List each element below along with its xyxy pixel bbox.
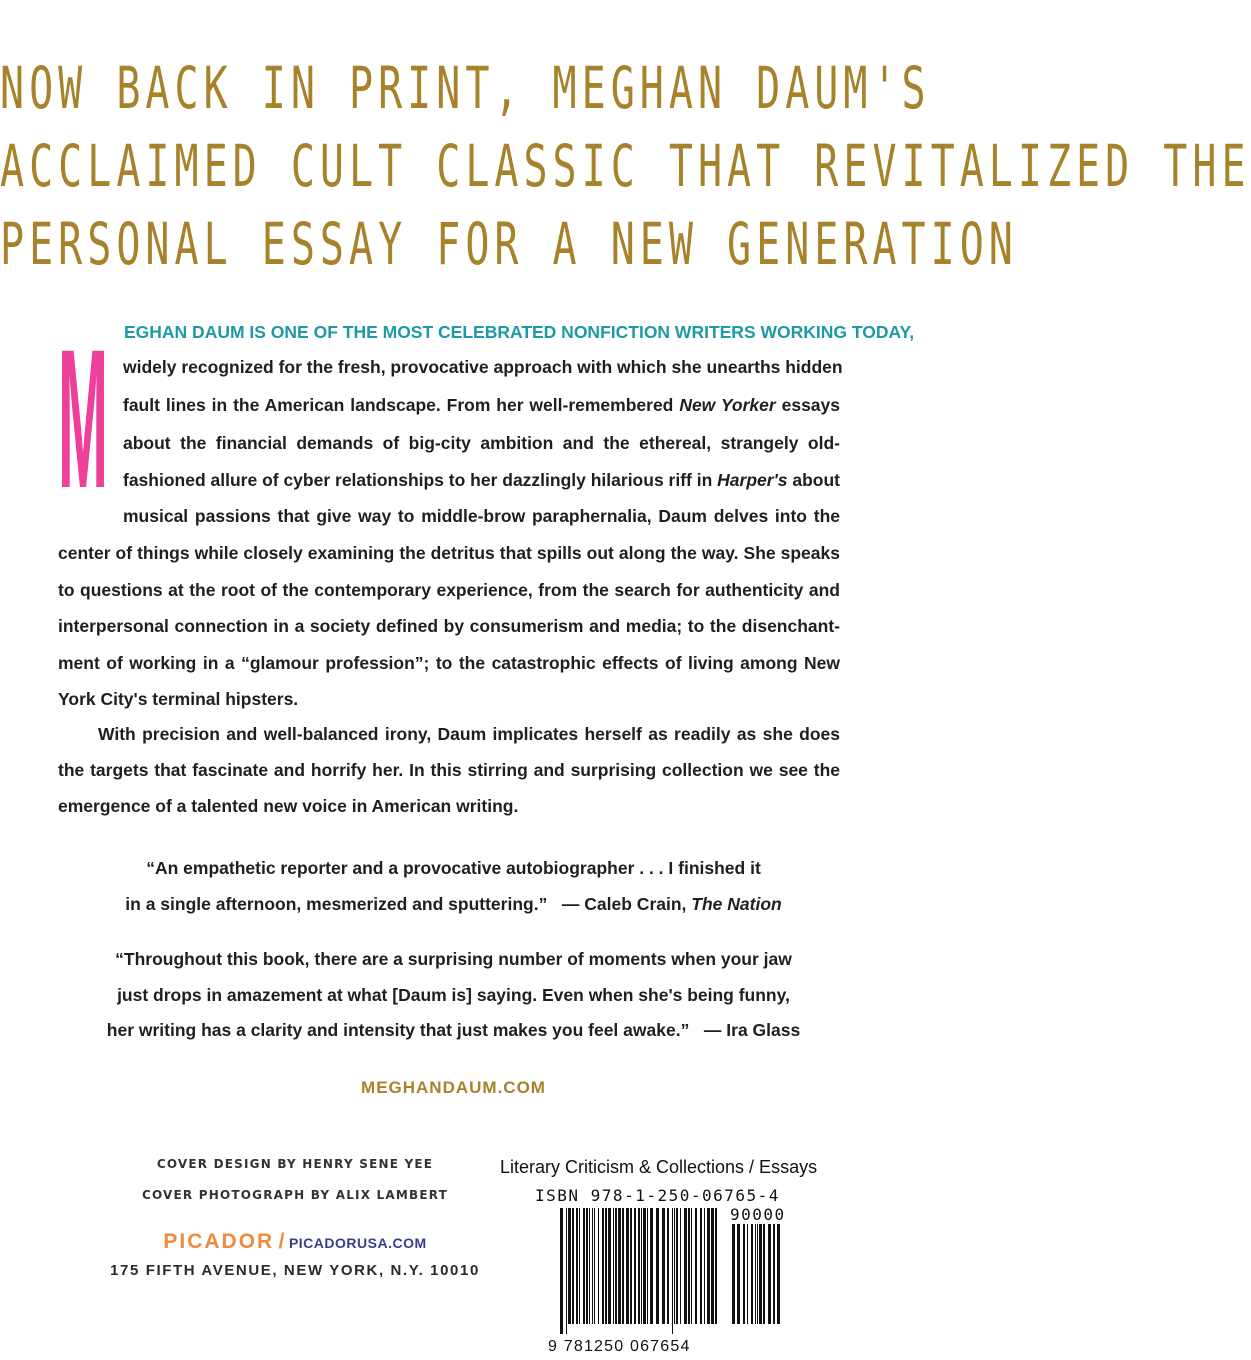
- barcode-bar: [608, 1208, 611, 1324]
- barcode-bar: [711, 1208, 714, 1324]
- barcode-bar: [704, 1208, 705, 1324]
- barcode-bar: [763, 1224, 765, 1324]
- barcode-bar: [566, 1208, 567, 1334]
- body-line: interpersonal connection in a society defined by consumerism and media; to the disenchant-: [58, 616, 840, 636]
- body-line: fashioned allure of cyber relationships to her dazzlingly hilarious riff in Harper's about: [123, 470, 840, 490]
- barcode-bar: [695, 1208, 697, 1324]
- quote-line: in a single afternoon, mesmerized and sputtering.” — Caleb Crain, The Nation: [125, 894, 782, 914]
- barcode-bar: [672, 1208, 673, 1334]
- barcode-bar: [667, 1208, 669, 1324]
- quote-line: “An empathetic reporter and a provocative autobiographer . . . I finished it: [146, 858, 761, 878]
- isbn-text: ISBN 978-1-250-06765-4: [535, 1186, 780, 1205]
- body-line: the targets that fascinate and horrify her. In this stirring and surprising collection we see the: [58, 760, 840, 780]
- publication-title: New Yorker: [679, 395, 776, 415]
- body-line: York City's terminal hipsters.: [58, 689, 299, 709]
- barcode-bar: [777, 1224, 780, 1324]
- publisher-separator: /: [278, 1230, 285, 1253]
- barcode-bar: [768, 1224, 771, 1324]
- barcode-bar: [615, 1208, 617, 1324]
- barcode-bar: [568, 1208, 571, 1324]
- barcode-bar: [572, 1208, 574, 1324]
- quote-line: “Throughout this book, there are a surprising number of moments when your jaw: [115, 949, 792, 969]
- barcode-bar: [579, 1208, 580, 1324]
- headline-line-2: ACCLAIMED CULT CLASSIC THAT REVITALIZED THE: [0, 133, 1251, 201]
- barcode-bar: [643, 1208, 646, 1324]
- body-line: emergence of a talented new voice in American writing.: [58, 796, 519, 816]
- barcode-bar: [662, 1208, 665, 1324]
- publisher-logo: PICADOR: [163, 1230, 275, 1253]
- body-line: musical passions that give way to middle-brow paraphernalia, Daum delves into the: [123, 506, 840, 526]
- barcode-bar: [707, 1208, 710, 1324]
- barcode-bar: [586, 1208, 588, 1324]
- barcode-addon-image: [732, 1224, 780, 1334]
- quote-line: just drops in amazement at what [Daum is] saying. Even when she's being funny,: [117, 985, 790, 1005]
- barcode-bar: [688, 1208, 690, 1324]
- barcode-bar: [674, 1208, 675, 1324]
- price-code: 90000: [730, 1205, 786, 1224]
- publication-title: Harper's: [717, 470, 788, 490]
- barcode-bar: [576, 1208, 578, 1324]
- drop-cap: M: [58, 308, 108, 530]
- barcode-bar: [691, 1208, 692, 1324]
- body-line: to questions at the root of the contemporary experience, from the search for authenticity and: [58, 580, 840, 600]
- quote-attribution: — Ira Glass: [703, 1020, 801, 1040]
- publisher-line: [130, 1230, 460, 1254]
- publisher-website[interactable]: PICADORUSA.COM: [288, 1235, 427, 1251]
- barcode-bar: [630, 1208, 632, 1324]
- barcode-bar: [656, 1208, 659, 1324]
- barcode-bar: [650, 1208, 653, 1324]
- barcode-bar: [715, 1208, 717, 1324]
- barcode-bar: [594, 1208, 595, 1324]
- barcode-bar: [647, 1208, 648, 1324]
- barcode-bar: [626, 1208, 629, 1324]
- lead-in: EGHAN DAUM IS ONE OF THE MOST CELEBRATED NONFICTION WRITERS WORKING TODAY,: [124, 322, 915, 342]
- publisher-address: 175 FIFTH AVENUE, NEW YORK, N.Y. 10010: [110, 1262, 480, 1279]
- barcode-bar: [634, 1208, 636, 1324]
- cover-design-credit: COVER DESIGN BY HENRY SENE YEE: [156, 1157, 434, 1171]
- barcode-main-image: [560, 1208, 718, 1334]
- barcode-bar: [751, 1224, 753, 1324]
- body-line: center of things while closely examining the detritus that spills out along the way. She speaks: [58, 543, 840, 563]
- barcode-bar: [743, 1224, 745, 1324]
- barcode-bar: [592, 1208, 593, 1324]
- barcode-bar: [605, 1208, 607, 1324]
- quote-line: her writing has a clarity and intensity that just makes you feel awake.” — Ira Glass: [106, 1020, 801, 1040]
- barcode-bar: [560, 1208, 563, 1334]
- barcode-bar: [676, 1208, 678, 1324]
- barcode-bar: [622, 1208, 624, 1324]
- barcode-bar: [641, 1208, 642, 1324]
- quote-source: The Nation: [691, 894, 782, 914]
- body-line: widely recognized for the fresh, provocative approach with which she unearths hidden: [123, 357, 843, 377]
- barcode-bar: [755, 1224, 756, 1324]
- barcode-digits: 9 781250 067654: [548, 1338, 691, 1355]
- book-category: Literary Criticism & Collections / Essays: [500, 1157, 818, 1177]
- cover-photo-credit: COVER PHOTOGRAPH BY ALIX LAMBERT: [141, 1188, 449, 1202]
- barcode-bar: [618, 1208, 621, 1324]
- barcode-bar: [757, 1224, 758, 1324]
- barcode-bar: [598, 1208, 599, 1324]
- body-line: fault lines in the American landscape. From her well-remembered New Yorker essays: [123, 395, 841, 415]
- barcode-bar: [638, 1208, 640, 1324]
- headline-line-1: NOW BACK IN PRINT, MEGHAN DAUM'S: [0, 55, 931, 123]
- headline-line-3: PERSONAL ESSAY FOR A NEW GENERATION: [0, 211, 1018, 279]
- barcode-bar: [773, 1224, 775, 1324]
- barcode-bar: [589, 1208, 590, 1324]
- quote-attribution: — Caleb Crain,: [561, 894, 687, 914]
- body-line: about the financial demands of big-city ambition and the ethereal, strangely old-: [123, 433, 840, 453]
- body-line: With precision and well-balanced irony, Daum implicates herself as readily as she does: [98, 724, 840, 744]
- barcode-bar: [732, 1224, 735, 1324]
- barcode-bar: [602, 1208, 604, 1324]
- barcode-bar: [583, 1208, 585, 1324]
- author-website[interactable]: MEGHANDAUM.COM: [361, 1078, 546, 1097]
- barcode-bar: [737, 1224, 740, 1324]
- barcode-bar: [759, 1224, 762, 1324]
- barcode-bar: [684, 1208, 687, 1324]
- barcode-bar: [747, 1224, 748, 1324]
- body-line: ment of working in a “glamour profession”; to the catastrophic effects of living among New: [58, 653, 840, 673]
- barcode-bar: [700, 1208, 702, 1324]
- barcode-bar: [680, 1208, 681, 1324]
- barcode-bar: [613, 1208, 614, 1324]
